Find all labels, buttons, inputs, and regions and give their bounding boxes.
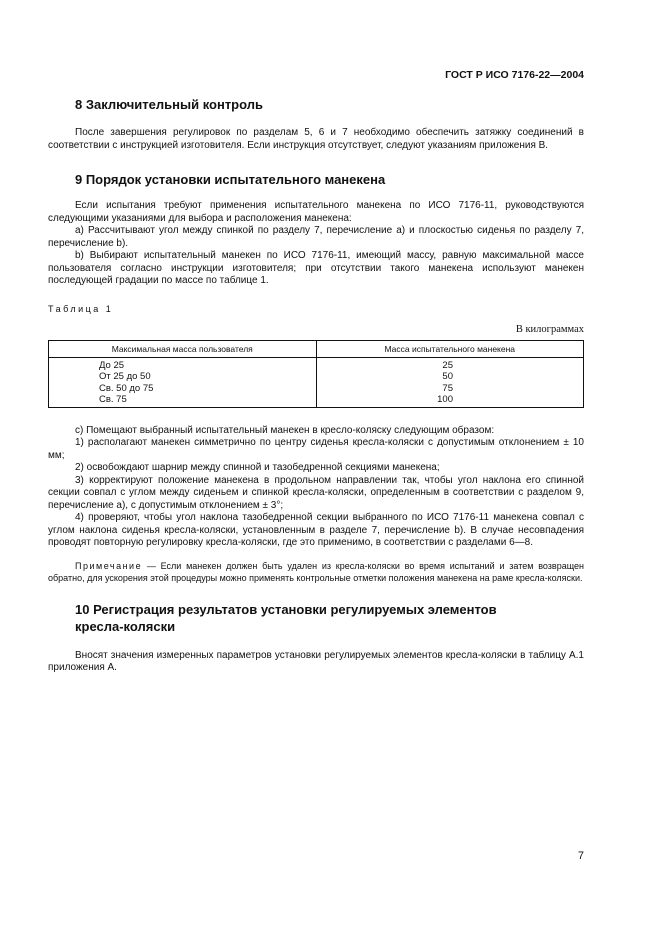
table-cell-max-mass: До 25 [49,357,317,371]
note-label: Примечание [75,560,143,571]
table-cell-dummy-mass: 50 [316,371,584,383]
section-9-item-b: b) Выбирают испытательный манекен по ИСО 7176-11, имеющий массу, равную максимальной массе пользователя согласно инструкции изготовителя; при отсутствии такого манекена используют манекен последующей градации по массе по таблице 1. [48,250,584,286]
table-cell-max-mass: От 25 до 50 [49,371,317,383]
table-unit: В килограммах [515,323,584,335]
table-header-max-mass: Максимальная масса пользователя [49,340,317,357]
standard-code-header: ГОСТ Р ИСО 7176-22—2004 [445,69,584,81]
section-10-title-line1: 10 Регистрация результатов установки регулируемых элементов [75,601,497,617]
table-cell-max-mass: Св. 50 до 75 [49,383,317,395]
page-content [48,97,584,675]
section-9-step-1: 1) располагают манекен симметрично по центру сиденья кресла-коляски с допустимым отклонением ± 10 мм; [48,437,584,461]
table-row [49,394,584,407]
section-9-item-c: с) Помещают выбранный испытательный манекен в кресло-коляску следующим образом: [75,424,495,436]
section-9-step-2: 2) освобождают шарнир между спинной и тазобедренной секциями манекена; [75,462,440,473]
section-8-paragraph: После завершения регулировок по разделам 5, 6 и 7 необходимо обеспечить затяжку соединений в соответствии с инструкцией изготовителя. Если инструкция отсутствует, следуют указаниям приложения В. [48,127,584,151]
page-number: 7 [577,850,584,862]
table-caption: Таблица 1 [48,303,114,314]
section-10-title [75,601,584,635]
note-block [48,560,584,584]
table-cell-dummy-mass: 100 [316,394,584,407]
section-8-title: 8 Заключительный контроль [75,97,263,112]
table-row [49,357,584,371]
table-header-dummy-mass: Масса испытательного манекена [316,340,584,357]
section-9-item-a: а) Рассчитывают угол между спинкой по разделу 7, перечисление а) и плоскостью сиденья по разделу 7, перечисление b). [48,225,584,249]
table-row [49,383,584,395]
section-10-title-line2: кресла-коляски [75,618,176,634]
section-9-title: 9 Порядок установки испытательного манекена [75,172,386,187]
table-cell-dummy-mass: 75 [316,383,584,395]
mass-table [48,340,584,408]
table-cell-dummy-mass: 25 [316,357,584,371]
note-text: — Если манекен должен быть удален из кресла-коляски во время испытаний и затем возвращен обратно, для ускорения этой процедуры можно применять контрольные отметки положения манекена на раме кресла-коляски. [48,560,584,583]
section-9-step-4: 4) проверяют, чтобы угол наклона тазобедренной секции выбранного по ИСО 7176-11 манекена совпал с углом наклона сиденья кресла-коляски, установленным в разделе 7, перечисление b). В случае несовпадения проводят повторную регулировку кресла-коляски, где это применимо, в соответствии с разделами 6—8. [48,512,584,548]
section-10-paragraph: Вносят значения измеренных параметров установки регулируемых элементов кресла-коляски в таблицу А.1 приложения А. [48,649,584,673]
table-cell-max-mass: Св. 75 [49,394,317,407]
section-9-step-3: 3) корректируют положение манекена в продольном направлении так, чтобы угол наклона его спинной секции совпал с углом между сиденьем и спинкой кресла-коляски, определенным в соответствии с разделом 9, перечисление а), с допустимым отклонением ± 3°; [48,474,584,511]
table-row [49,371,584,383]
section-9-intro: Если испытания требуют применения испытательного манекена по ИСО 7176-11, руководствуются следующими указаниями для выбора и расположения манекена: [48,200,584,224]
